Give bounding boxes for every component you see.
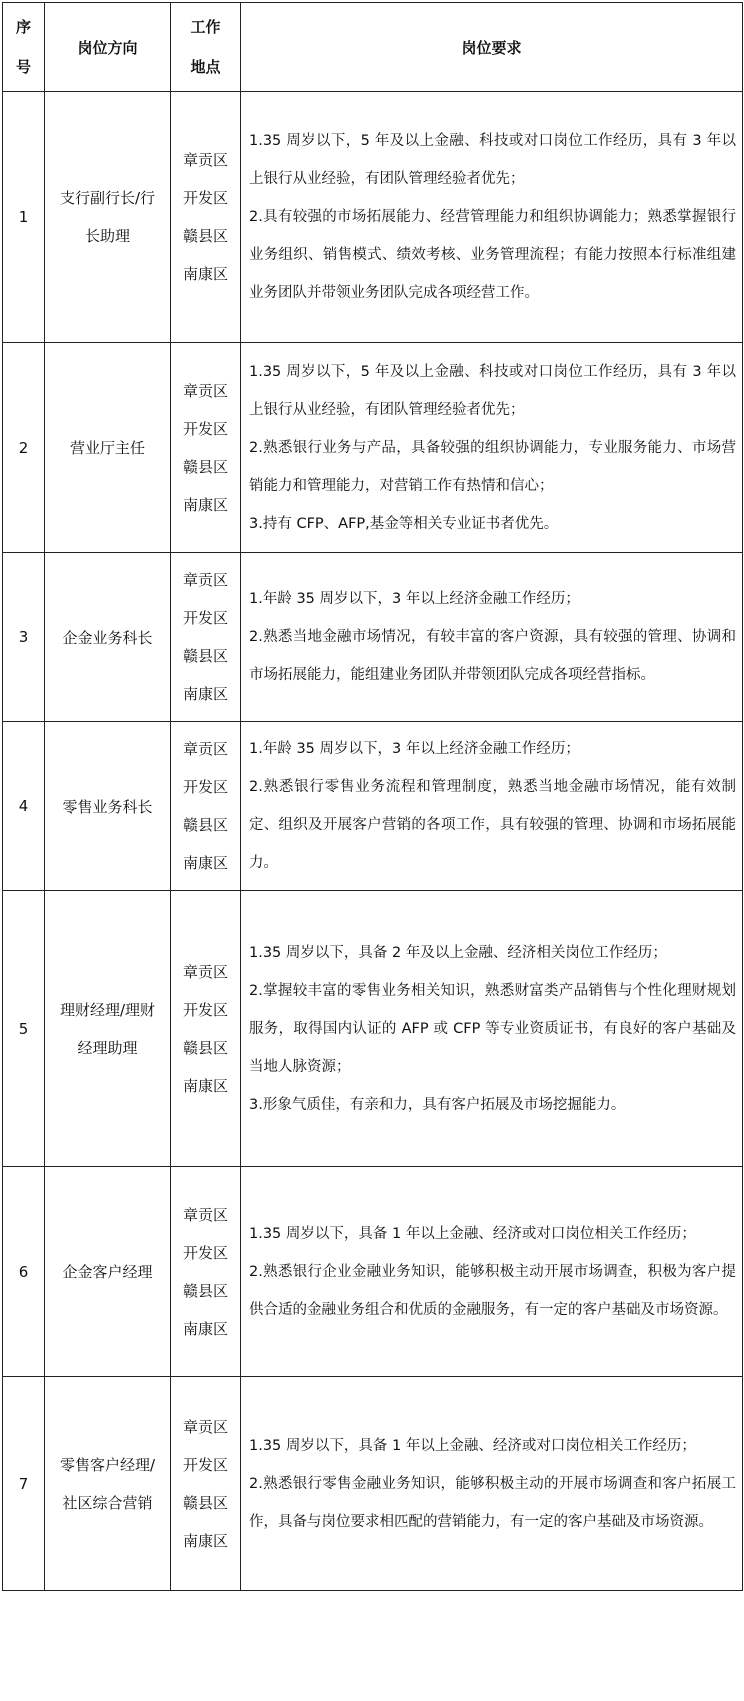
table-row <box>3 343 743 553</box>
table-row <box>3 891 743 1167</box>
row-position: 零售业务科长 <box>45 722 171 891</box>
row-locations: 章贡区 开发区 赣县区 南康区 <box>171 891 241 1167</box>
row-requirements: 1.35 周岁以下，具备 1 年以上金融、经济或对口岗位相关工作经历； 2.熟悉银行企业金融业务知识，能够积极主动开展市场调查，积极为客户提供合适的金融业务组合和优质的金融服务，有一定的客户基础及市场资源。 <box>241 1167 743 1377</box>
row-position: 理财经理/理财 经理助理 <box>45 891 171 1167</box>
row-position: 营业厅主任 <box>45 343 171 553</box>
table-row <box>3 1167 743 1377</box>
row-locations: 章贡区 开发区 赣县区 南康区 <box>171 1167 241 1377</box>
table-row <box>3 722 743 891</box>
row-requirements: 1.年龄 35 周岁以下，3 年以上经济金融工作经历； 2.熟悉银行零售业务流程和管理制度，熟悉当地金融市场情况，能有效制定、组织及开展客户营销的各项工作，具有较强的管理、协调和市场拓展能力。 <box>241 722 743 891</box>
row-locations: 章贡区 开发区 赣县区 南康区 <box>171 92 241 343</box>
table-row <box>3 92 743 343</box>
row-requirements: 1.35 周岁以下，具备 1 年以上金融、经济或对口岗位相关工作经历； 2.熟悉银行零售金融业务知识，能够积极主动的开展市场调查和客户拓展工作，具备与岗位要求相匹配的营销能力，有一定的客户基础及市场资源。 <box>241 1377 743 1591</box>
row-locations: 章贡区 开发区 赣县区 南康区 <box>171 553 241 722</box>
row-position: 支行副行长/行 长助理 <box>45 92 171 343</box>
row-index: 5 <box>3 891 45 1167</box>
row-requirements: 1.35 周岁以下，5 年及以上金融、科技或对口岗位工作经历，具有 3 年以上银行从业经验，有团队管理经验者优先； 2.具有较强的市场拓展能力、经营管理能力和组织协调能力；熟悉掌握银行业务组织、销售模式、绩效考核、业务管理流程；有能力按照本行标准组建业务团队并带领业务团队完成各项经营工作。 <box>241 92 743 343</box>
header-position: 岗位方向 <box>45 3 171 92</box>
header-requirements: 岗位要求 <box>241 3 743 92</box>
table-row <box>3 1377 743 1591</box>
row-locations: 章贡区 开发区 赣县区 南康区 <box>171 1377 241 1591</box>
row-index: 1 <box>3 92 45 343</box>
header-row <box>3 3 743 92</box>
row-locations: 章贡区 开发区 赣县区 南康区 <box>171 343 241 553</box>
row-requirements: 1.35 周岁以下，具备 2 年及以上金融、经济相关岗位工作经历； 2.掌握较丰富的零售业务相关知识，熟悉财富类产品销售与个性化理财规划服务，取得国内认证的 AFP 或 CFP 等专业资质证书，有良好的客户基础及当地人脉资源； 3.形象气质佳，有亲和力，具有客户拓展及市场挖掘能力。 <box>241 891 743 1167</box>
row-index: 6 <box>3 1167 45 1377</box>
row-locations: 章贡区 开发区 赣县区 南康区 <box>171 722 241 891</box>
row-index: 2 <box>3 343 45 553</box>
row-requirements: 1.35 周岁以下，5 年及以上金融、科技或对口岗位工作经历，具有 3 年以上银行从业经验，有团队管理经验者优先； 2.熟悉银行业务与产品，具备较强的组织协调能力，专业服务能力、市场营销能力和管理能力，对营销工作有热情和信心； 3.持有 CFP、AFP,基金等相关专业证书者优先。 <box>241 343 743 553</box>
row-position: 企金业务科长 <box>45 553 171 722</box>
table-row <box>3 553 743 722</box>
row-index: 7 <box>3 1377 45 1591</box>
row-position: 零售客户经理/ 社区综合营销 <box>45 1377 171 1591</box>
row-index: 4 <box>3 722 45 891</box>
header-location: 工作 地点 <box>171 3 241 92</box>
row-requirements: 1.年龄 35 周岁以下，3 年以上经济金融工作经历； 2.熟悉当地金融市场情况，有较丰富的客户资源，具有较强的管理、协调和市场拓展能力，能组建业务团队并带领团队完成各项经营指标。 <box>241 553 743 722</box>
row-position: 企金客户经理 <box>45 1167 171 1377</box>
row-index: 3 <box>3 553 45 722</box>
header-index: 序 号 <box>3 3 45 92</box>
job-requirements-table <box>2 2 743 1591</box>
